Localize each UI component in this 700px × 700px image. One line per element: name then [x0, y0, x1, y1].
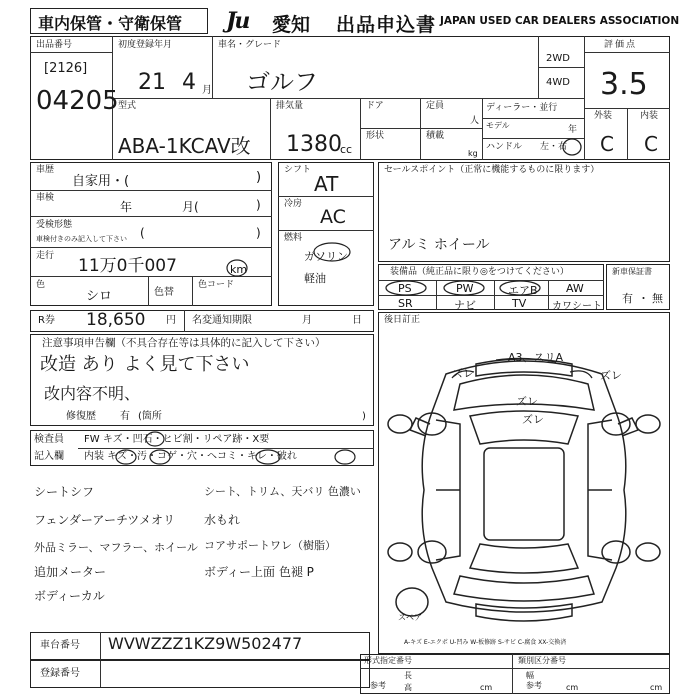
score-label: 評価点	[604, 40, 638, 50]
divider	[212, 36, 213, 98]
condition-left-1: シートシフ	[34, 485, 95, 499]
color-change-label: 色替	[154, 287, 174, 298]
inspection-label: 車検	[36, 193, 55, 203]
interior-score-value: C	[644, 132, 658, 156]
acceptance-close: )	[256, 226, 261, 240]
acceptance-open: (	[140, 226, 145, 240]
diagram-mark-3: ズレ	[600, 369, 622, 382]
inspection-close: )	[256, 198, 261, 212]
displacement-label: 排気量	[276, 101, 304, 111]
ref-label-1: 参考	[370, 681, 386, 690]
ref-label-2: 参考	[526, 681, 542, 690]
repair-value: 有	[120, 411, 130, 422]
repair-place: (箇所	[138, 411, 162, 422]
shift-value: AT	[314, 172, 339, 196]
spare-label: スペア	[398, 613, 422, 622]
condition-right-2: 水もれ	[204, 513, 241, 527]
first-registration-month: 4	[182, 70, 196, 95]
storage-tag-text: 車内保管・守衛保管	[38, 14, 183, 33]
interior-score-label: 内装	[640, 111, 659, 121]
type-code-label: 型式	[118, 101, 137, 111]
ju-logo: Ju	[226, 8, 249, 34]
displacement-unit: cc	[340, 143, 353, 156]
model-year-label: モデル	[486, 121, 510, 130]
condition-left-2: フェンダーアーチツメオリ	[34, 513, 176, 527]
load-label: 積載	[426, 131, 445, 141]
recycle-value: 18,650	[86, 310, 146, 330]
cm-unit-2: cm	[566, 683, 579, 692]
equip-sr: SR	[398, 297, 413, 310]
acceptance-note: 車検付きのみ記入して下さい	[36, 235, 127, 243]
lot-label: 出品番号	[36, 40, 73, 50]
divider	[278, 196, 374, 197]
width-label: 幅	[526, 671, 534, 680]
registration-label: 登録番号	[40, 668, 80, 679]
history-label: 車歴	[36, 165, 55, 175]
divider	[627, 108, 628, 160]
color-label: 色	[36, 280, 46, 290]
displacement-value: 1380	[286, 132, 342, 157]
notes-label: 注意事項申告欄（不具合存在等は具体的に記入して下さい）	[42, 337, 326, 349]
equip-navi: ナビ	[454, 299, 476, 312]
divider	[30, 52, 112, 53]
sales-point-label: セールスポイント（正常に機能するものに限ります）	[384, 165, 600, 175]
shift-label: シフト	[284, 165, 312, 175]
condition-left-5: ボディーカル	[34, 589, 105, 603]
handle-label: ハンドル	[486, 142, 523, 152]
equip-pw: PW	[456, 282, 474, 295]
drive-2wd: 2WD	[546, 53, 570, 64]
type-code-value: ABA-1KCAV改	[118, 134, 251, 158]
diagram-mark-1: ズレ	[452, 367, 474, 380]
fuel-gasoline-circle	[312, 242, 352, 262]
inspector-interior-row: 内装 キズ・汚・コゲ・穴・へコミ・キレ・破れ	[84, 451, 297, 462]
model-year-unit: 年	[568, 125, 578, 135]
fuel-label: 燃料	[284, 233, 303, 243]
condition-right-1: シート、トリム、天バリ 色濃い	[204, 485, 361, 498]
doors-label: ドア	[366, 101, 384, 111]
divider	[278, 230, 374, 231]
divider	[360, 668, 670, 669]
equipment-circles	[378, 280, 604, 296]
exterior-score-label: 外装	[594, 111, 613, 121]
tax-label: 名変通知期限	[192, 315, 252, 326]
first-registration-month-unit: 月	[202, 85, 212, 96]
height-label: 高	[404, 683, 412, 692]
category-number-label: 類別区分番号	[518, 656, 566, 665]
capacity-unit: 人	[470, 116, 480, 126]
mileage-unit: km	[230, 263, 248, 276]
color-value: シロ	[86, 289, 113, 304]
warranty-no: 無	[652, 292, 663, 305]
after-sales-label: 後日訂正	[384, 315, 421, 325]
color-code-label: 色コード	[198, 280, 235, 290]
capacity-label: 定員	[426, 101, 445, 111]
warranty-sep: ・	[638, 292, 649, 305]
load-unit: kg	[468, 149, 478, 158]
equip-tv: TV	[512, 297, 527, 310]
divider	[148, 276, 149, 306]
notes-line2: 改内容不明、	[44, 384, 141, 403]
equip-aw: AW	[566, 282, 584, 295]
equip-ps: PS	[398, 282, 412, 295]
divider	[184, 310, 185, 332]
warranty-yes: 有	[622, 292, 633, 305]
score-value: 3.5	[600, 67, 648, 102]
divider	[584, 36, 585, 160]
lot-sub-number: [2126]	[44, 61, 88, 76]
inspection-month: 月(	[182, 200, 199, 214]
handle-options: 左・右	[540, 142, 568, 152]
first-registration-label: 初度登録年月	[118, 40, 173, 50]
divider	[360, 98, 361, 160]
divider	[584, 52, 670, 53]
repair-close: )	[362, 411, 366, 422]
ac-label: 冷房	[284, 199, 303, 209]
cm-unit-3: cm	[650, 683, 663, 692]
tax-day: 日	[352, 315, 362, 326]
length-label: 長	[404, 671, 412, 680]
ac-value: AC	[320, 206, 346, 228]
recycle-label: R券	[38, 315, 55, 326]
divider	[112, 98, 584, 99]
car-damage-diagram	[380, 340, 668, 640]
history-value: 自家用・(	[72, 174, 130, 189]
document-title: 出品申込書	[336, 14, 437, 36]
sales-point-value: アルミ ホイール	[388, 237, 490, 253]
notes-line1: 改造 あり よく見て下さい	[40, 354, 250, 375]
history-frame	[30, 162, 272, 306]
divider	[192, 276, 193, 306]
divider	[482, 98, 483, 160]
fuel-gasoline: ガソリン	[304, 250, 348, 263]
dealer-label: ディーラー・並行	[486, 103, 558, 113]
inspector-fw-row: FW キズ・凹石・ヒビ割・リペア跡・X要	[84, 434, 270, 445]
divider	[30, 216, 272, 217]
tax-month: 月	[302, 315, 312, 326]
chassis-label: 車台番号	[40, 640, 80, 651]
acceptance-label: 受検形態	[36, 220, 73, 230]
first-registration-year: 21	[138, 70, 166, 95]
inspection-year: 年	[120, 200, 133, 214]
shape-label: 形状	[366, 131, 385, 141]
diagram-mark-2: A3、スリA	[508, 351, 564, 364]
inspector-label: 検査員	[34, 434, 64, 445]
diagram-legend: A-キズ E-エクボ U-凹み W-板修跡 S-サビ C-腐食 XX-交換済	[404, 639, 567, 646]
condition-right-3: コアサポートワレ（樹脂）	[204, 539, 336, 552]
recycle-unit: 円	[166, 315, 176, 326]
cm-unit-1: cm	[480, 683, 493, 692]
registration-frame	[30, 660, 370, 688]
divider	[360, 128, 482, 129]
divider	[420, 98, 421, 160]
mileage-value: 11万0千007	[78, 256, 177, 276]
exterior-score-value: C	[600, 132, 614, 156]
condition-left-4: 追加メーター	[34, 565, 107, 579]
model-name-value: ゴルフ	[246, 68, 318, 96]
condition-right-4: ボディー上面 色褪 P	[204, 565, 314, 579]
equipment-label: 装備品（純正品に限り◎をつけてください）	[390, 267, 569, 277]
brand-name: 愛知	[272, 14, 311, 36]
divider	[270, 98, 271, 160]
history-close: )	[256, 170, 262, 185]
model-name-label: 車名・グレード	[218, 40, 282, 50]
equip-leather: カワシート	[552, 301, 602, 312]
chassis-value: WVWZZZ1KZ9W502477	[108, 634, 303, 653]
condition-left-3: 外品ミラー、マフラー、ホイール	[34, 541, 198, 554]
mileage-label: 走行	[36, 251, 55, 261]
divider	[538, 67, 584, 68]
diagram-mark-4: ズレ	[516, 395, 538, 408]
association-name: JAPAN USED CAR DEALERS ASSOCIATION	[440, 15, 680, 27]
divider	[482, 118, 584, 119]
diagram-mark-5: ズレ	[522, 413, 544, 426]
drive-4wd: 4WD	[546, 77, 570, 88]
equip-airbag: エアB	[508, 284, 538, 297]
lot-number: 04205	[36, 86, 119, 116]
warranty-label: 新車保証書	[612, 267, 652, 276]
handle-circle-mark	[562, 138, 582, 156]
inspector-label-2: 記入欄	[34, 451, 64, 462]
repair-label: 修復歴	[66, 411, 96, 422]
inspector-circles	[78, 430, 374, 466]
divider	[512, 654, 513, 694]
divider	[30, 190, 272, 191]
fuel-diesel: 軽油	[304, 272, 326, 285]
divider	[30, 247, 272, 248]
form-number-label: 形式指定番号	[364, 656, 412, 665]
mileage-unit-circle	[226, 259, 248, 277]
